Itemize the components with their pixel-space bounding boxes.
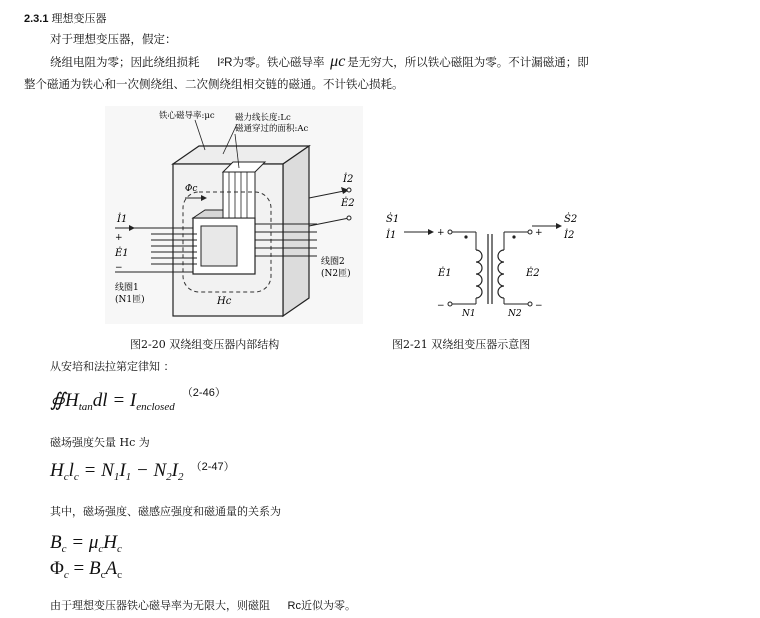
e2-label: Ė2	[341, 198, 355, 209]
coil2-terminal-top	[347, 188, 351, 192]
primary-plus: +	[437, 228, 445, 238]
equation-2-46	[50, 384, 226, 418]
e2-label: Ė2	[526, 268, 540, 279]
figure-2-20	[105, 106, 363, 324]
intro-paragraph: 对于理想变压器，假定：	[50, 32, 177, 46]
figure-2-21	[380, 196, 580, 318]
secondary-minus: −	[535, 301, 543, 311]
assumption-line-1	[50, 53, 589, 71]
primary-coil	[476, 250, 482, 298]
hc-label: Hc	[217, 296, 232, 307]
primary-terminal-bottom	[448, 302, 452, 306]
coil1-turns-label: (N1匝)	[115, 295, 145, 305]
s2-arrow-head	[556, 223, 562, 229]
flux-label: Φc	[185, 184, 198, 194]
section-number: 2.3.1	[24, 13, 49, 25]
eq47-formula: $H_cl_c = N_1I_1 - N_2I_2$	[50, 460, 184, 483]
secondary-terminal-top	[528, 230, 532, 234]
relation-intro: 其中，磁场强度、磁感应强度和磁通量的关系为	[50, 505, 281, 518]
equation-phi: $\Phi_c = B_cA_c$	[50, 558, 122, 581]
secondary-dot	[512, 235, 515, 238]
primary-minus: −	[437, 301, 445, 311]
equation-b: $B_c = \mu_cH_c$	[50, 532, 122, 555]
assumption-text-2: 为零。铁心磁导率	[232, 55, 325, 69]
final-paragraph	[50, 597, 356, 613]
s1-label: Ṡ1	[386, 214, 400, 225]
eq46-number: （2-46）	[181, 387, 226, 399]
i2-label: İ2	[564, 230, 575, 241]
eq47-number: （2-47）	[190, 461, 235, 473]
final-text-1: 由于理想变压器铁心磁导率为无限大，则磁阻	[50, 599, 270, 612]
callout-permeability: 铁心磁导率:μc	[159, 111, 215, 121]
assumption-text-1: 绕组电阻为零；因此绕组损耗	[50, 55, 200, 69]
coil2-turns-label: (N2匝)	[321, 269, 351, 279]
secondary-plus: +	[535, 228, 543, 238]
assumption-text-3: 是无穷大，所以铁心磁阻为零。不计漏磁通；即	[347, 55, 589, 69]
inner-window-box	[201, 226, 237, 266]
callout-area: 磁通穿过的面积:Ac	[235, 124, 309, 134]
e1-label: Ė1	[438, 268, 452, 279]
i1-label: İ1	[386, 230, 397, 241]
fig21-caption: 图2-21 双绕组变压器示意图	[392, 338, 531, 351]
hc-intro: 磁场强度矢量 Hc 为	[50, 436, 150, 449]
mu-symbol: μc	[330, 53, 346, 70]
i1-label: İ1	[117, 214, 128, 225]
s1-arrow-head	[428, 229, 434, 235]
n1-label: N1	[462, 309, 476, 318]
i1-plus: +	[115, 233, 123, 243]
loss-term: I²R	[217, 57, 233, 69]
secondary-terminal-bottom	[528, 302, 532, 306]
e1-label: Ė1	[115, 248, 129, 259]
equation-2-47	[50, 458, 235, 483]
primary-terminal-top	[448, 230, 452, 234]
primary-dot	[464, 235, 467, 238]
final-text-2: 近似为零。	[300, 599, 356, 612]
section-heading	[24, 10, 107, 26]
n2-label: N2	[508, 309, 522, 318]
reluctance-symbol: Rc	[287, 600, 301, 612]
eq46-formula: $∯H_{tan}dl = I_{enclosed}$	[50, 390, 175, 413]
coil2-terminal-bottom	[347, 216, 351, 220]
secondary-coil	[498, 250, 504, 298]
core-side-face	[283, 146, 309, 316]
law-intro: 从安培和法拉第定律知 ：	[50, 360, 175, 373]
e1-minus: −	[115, 263, 123, 273]
section-title: 理想变压器	[51, 12, 107, 25]
coil1-label: 线圈1	[115, 283, 139, 293]
assumption-line-2: 整个磁通为铁心和一次侧绕组、二次侧绕组相交链的磁通。不计铁心损耗。	[24, 77, 404, 91]
fig20-caption: 图2-20 双绕组变压器内部结构	[130, 338, 280, 351]
s2-label: Ṡ2	[564, 214, 578, 225]
i2-label: İ2	[343, 174, 354, 185]
callout-length: 磁力线长度:Lc	[235, 113, 291, 123]
coil2-label: 线圈2	[321, 257, 345, 267]
